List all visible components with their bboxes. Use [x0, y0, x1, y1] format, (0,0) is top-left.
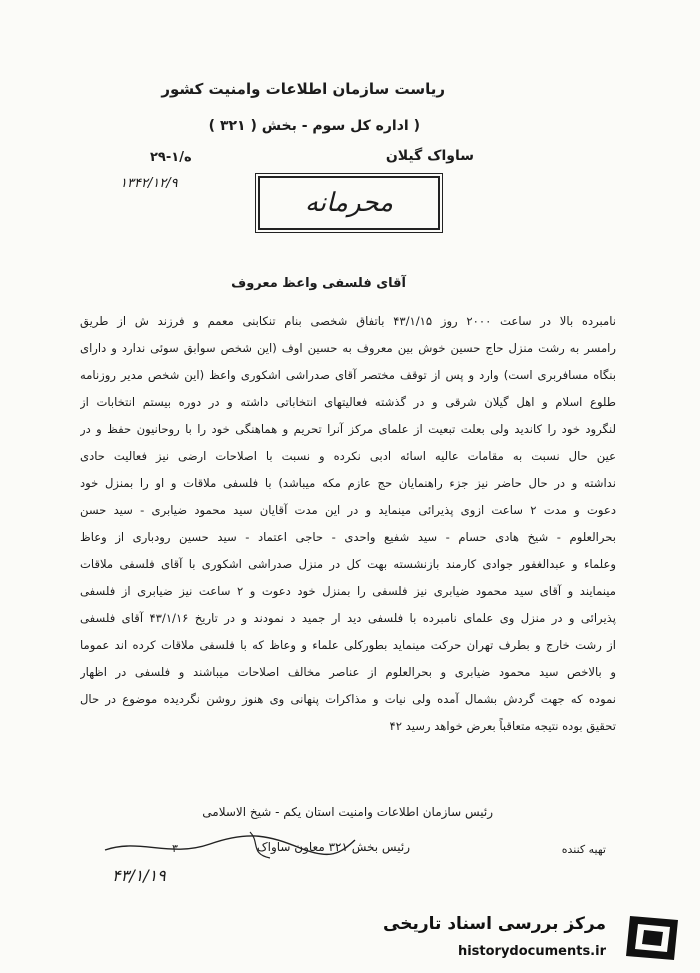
body-line: وعلماء و عبدالغفور جوادی کارمند بازنشسته بهت کل در منزل صدراشی اشکوری با آقای فلسفی ملاقات [80, 557, 616, 571]
body-line: تحقیق بوده نتیجه متعاقباً بعرض خواهد رسید ۴۲ [389, 719, 616, 733]
archive-watermark [383, 908, 692, 968]
body-line: پذیرائی و در منزل وی علمای نامبرده با فلسفی دید ار جمید د نمودند و در تاریخ ۴۳/۱/۱۶ آقای فلسفی [80, 611, 616, 625]
body-line: طلوع اسلام و اهل گیلان شرقی و در گذشته فعالیتهای انتخاباتی داشته و در دوره بیستم انتخابات از [80, 395, 616, 409]
body-line: نداشته و در حال حاضر نیز جزء راهنمایان حج عازم مکه میباشد) با فلسفی ملاقات و او را بمنزل خود [80, 476, 616, 490]
handwritten-date: ۴۳/۱/۱۹ [112, 866, 166, 885]
document-body [80, 308, 616, 740]
reference-number: ۲۹-۱/ه [150, 150, 192, 165]
archive-website: historydocuments.ir [457, 944, 606, 959]
body-line: رامسر به رشت منزل حاج حسین خوش بین معروف به حسین اوف (این شخص سوابق سوئی ندارد و دارای [80, 341, 616, 355]
body-line: نامبرده بالا در ساعت ۲۰۰۰ روز ۴۳/۱/۱۵ باتفاق شخصی بنام تنکابنی معمم و فرزند ش از طریق [80, 314, 616, 328]
body-line: بنگاه مسافربری است) وارد و پس از توقف مختصر آقای صدراشی اشکوری واعظ (این شخص مدیر روزنامه [80, 368, 616, 382]
archive-logo-icon [616, 910, 688, 966]
reference-date: ۱۳۴۲/۱۲/۹ [120, 176, 178, 191]
confidential-stamp: محرمانه [258, 176, 440, 230]
header-branch: ساواک گیلان [385, 148, 474, 164]
header-department: ( اداره کل سوم - بخش ( ۳۲۱ ) [208, 118, 420, 134]
document-subject: آقای فلسفی واعظ معروف [231, 276, 406, 291]
preparer-label: تهیه کننده [561, 843, 606, 856]
body-line: نموده که جهت گردش بشمال آمده ولی نیات و مذاکرات پنهانی وی هنوز روشن نگردیده موضوع در حال [80, 692, 616, 706]
signature-line-1: رئیس سازمان اطلاعات وامنیت استان یکم - شیخ الاسلامی [202, 805, 493, 819]
body-line: عین حال نسبت به مقامات عالیه اسائه ادبی نکرده و نسبت با اصلاحات ارضی نیز فعالیت حادی [80, 449, 616, 463]
body-line: دعوت و مدت ۲ ساعت ازوی پذیرائی مینماید و در این مدت آقایان سید محمود ضیابری - سید حسن [80, 503, 616, 517]
archive-name: مرکز بررسی اسناد تاریخی [383, 914, 606, 934]
body-line: از رشت خارج و بطرف تهران حرکت مینماید بطورکلی علماء و وعاظ که با فلسفی ملاقات کرده اند عموما [80, 638, 616, 652]
body-line: بحرالعلوم - شیخ هادی حسام - سید شفیع واحدی - حاجی اعتماد - سید حسین رودباری از وعاظ [80, 530, 616, 544]
handwritten-number: ۳ [172, 842, 178, 855]
body-line: و بالاخص سید محمود ضیابری و بحرالعلوم از عناصر مخالف اصلاحات میباشند و فلسفی در اظهار [80, 665, 616, 679]
body-line: لنگرود خود را کاندید ولی بعلت تبعیت از علمای مرکز آنرا تحریم و هماهنگی خود را با روحانیون حفظ و در [80, 422, 616, 436]
header-organization: ریاست سازمان اطلاعات وامنیت کشور [161, 80, 445, 98]
body-line: مینمایند و آقای سید محمود ضیابری نیز فلسفی را بمنزل خود دعوت و ۲ ساعت نیز ضیابری از فلسفی [80, 584, 616, 598]
signature-scribble [100, 828, 360, 862]
signature-line-2: رئیس بخش ۳۲۱ معاون ساواک [256, 840, 410, 854]
